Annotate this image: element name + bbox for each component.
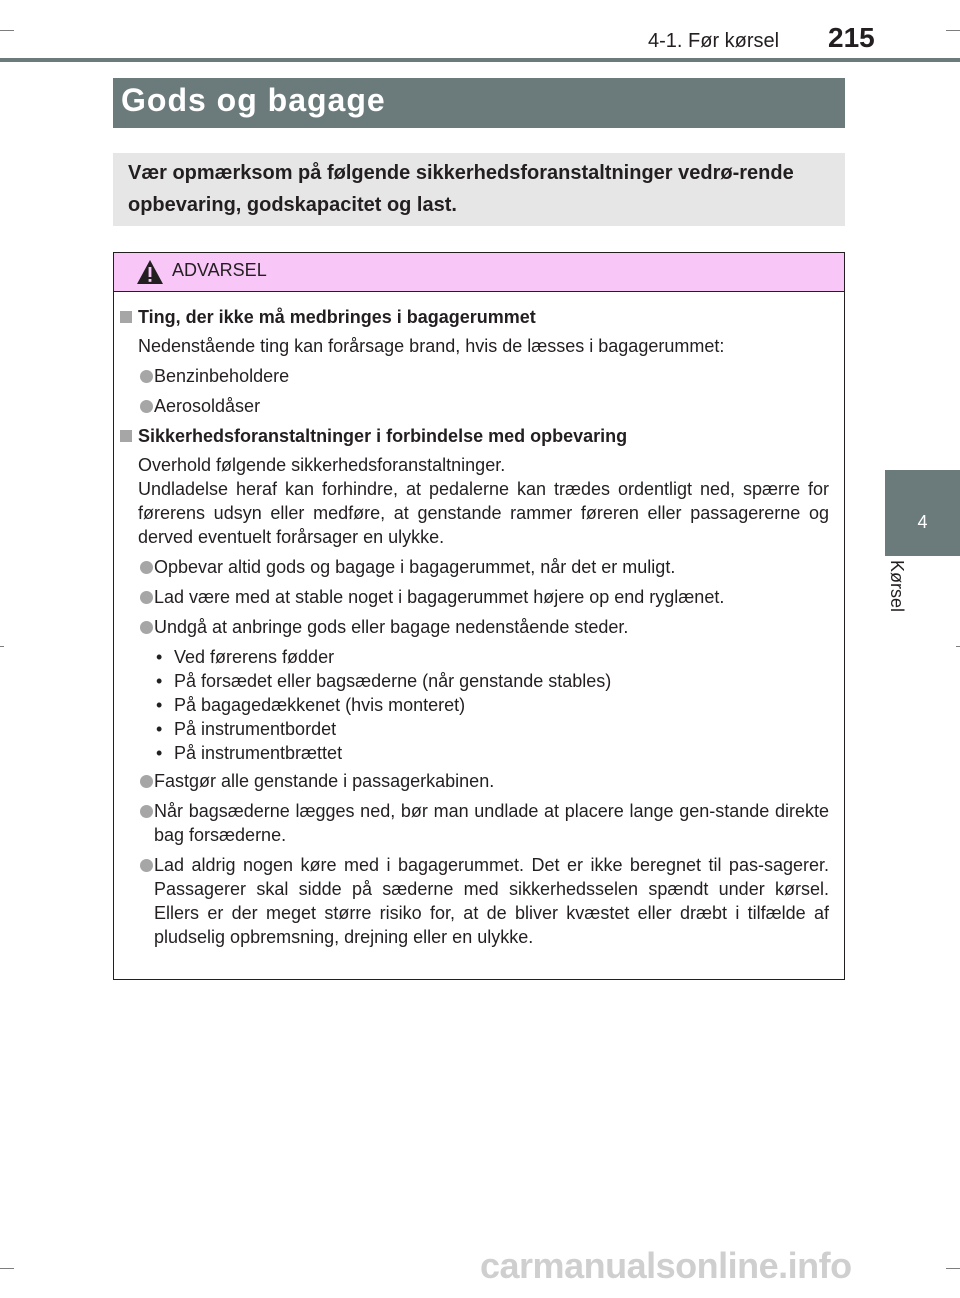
crop-mark (946, 30, 960, 31)
chapter-label (885, 560, 925, 650)
crop-mark (0, 30, 14, 31)
bullet-icon (140, 400, 153, 413)
list-item: Lad aldrig nogen køre med i bagagerummet. Det er ikke beregnet til pas-sagerer. Passagerer skal sidde på sæderne med sikkerhedsselen spændt under kørsel. Ellers er der meget større risiko for, at de bliver kvæstet eller dræbt i tilfælde af pludselig opbremsning, drejning eller en ulykke. (114, 853, 844, 949)
section-heading: 4-1. Før kørsel (648, 30, 780, 52)
bullet-icon (140, 805, 153, 818)
watermark-logo (474, 1240, 944, 1290)
section-heading-1: Ting, der ikke må medbringes i bagagerummet (114, 305, 844, 329)
chapter-label-text: Kørsel (887, 560, 907, 613)
bullet-icon (140, 561, 153, 574)
sub-list-item: • På forsædet eller bagsæderne (når genstande stables) (156, 671, 612, 691)
square-marker-icon (120, 430, 132, 442)
list-item: Fastgør alle genstande i passagerkabinen. (114, 769, 844, 793)
svg-text:carmanualsonline.info: carmanualsonline.info (480, 1245, 852, 1286)
chapter-number: 4 (917, 512, 928, 532)
sub-list-item: • Ved førerens fødder (156, 647, 335, 667)
bullet-icon (140, 621, 153, 634)
crop-mark (0, 1268, 14, 1269)
sub-list-item: • På bagagedækkenet (hvis monteret) (156, 695, 466, 715)
warning-header (114, 253, 844, 292)
list-item: Lad være med at stable noget i bagagerummet højere op end ryglænet. (114, 585, 844, 609)
chapter-tab[interactable] (885, 470, 960, 556)
sub-list-item: • På instrumentbordet (156, 719, 337, 739)
paragraph: Overhold følgende sikkerhedsforanstaltninger. (138, 455, 506, 475)
paragraph: Undladelse heraf kan forhindre, at pedalerne kan trædes ordentligt ned, spærre for førerens udsyn eller medføre, at genstande rammer føreren eller passagererne og derved eventuelt forårsager en ulykke. (138, 479, 829, 547)
warning-triangle-icon (136, 259, 164, 285)
intro-box (113, 153, 845, 226)
page-number: 215 (828, 22, 875, 53)
bullet-icon (140, 775, 153, 788)
sub-list-item: • På instrumentbrættet (156, 743, 343, 763)
crop-mark (956, 646, 960, 647)
page-title: Gods og bagage (121, 82, 386, 118)
sub-list (114, 645, 844, 765)
page-title-bar (113, 78, 845, 128)
paragraph: Nedenstående ting kan forårsage brand, hvis de læsses i bagagerummet: (138, 336, 725, 356)
warning-body (114, 305, 844, 955)
list-item: Undgå at anbringe gods eller bagage nedenstående steder. (114, 615, 844, 639)
list-item: Aerosoldåser (114, 394, 844, 418)
header-rule (0, 58, 960, 62)
crop-mark (946, 1268, 960, 1269)
list-item: Benzinbeholdere (114, 364, 844, 388)
bullet-icon (140, 859, 153, 872)
warning-box (113, 252, 845, 980)
list-item: Opbevar altid gods og bagage i bagagerummet, når det er muligt. (114, 555, 844, 579)
crop-mark (0, 646, 4, 647)
bullet-icon (140, 591, 153, 604)
square-marker-icon (120, 311, 132, 323)
list-item: Når bagsæderne lægges ned, bør man undlade at placere lange gen-stande direkte bag forsæderne. (114, 799, 844, 847)
warning-label: ADVARSEL (172, 260, 267, 280)
section-heading-2: Sikkerhedsforanstaltninger i forbindelse med opbevaring (114, 424, 844, 448)
intro-text: Vær opmærksom på følgende sikkerhedsforanstaltninger vedrø-rende opbevaring, godskapacitet og last. (128, 162, 794, 216)
bullet-icon (140, 370, 153, 383)
